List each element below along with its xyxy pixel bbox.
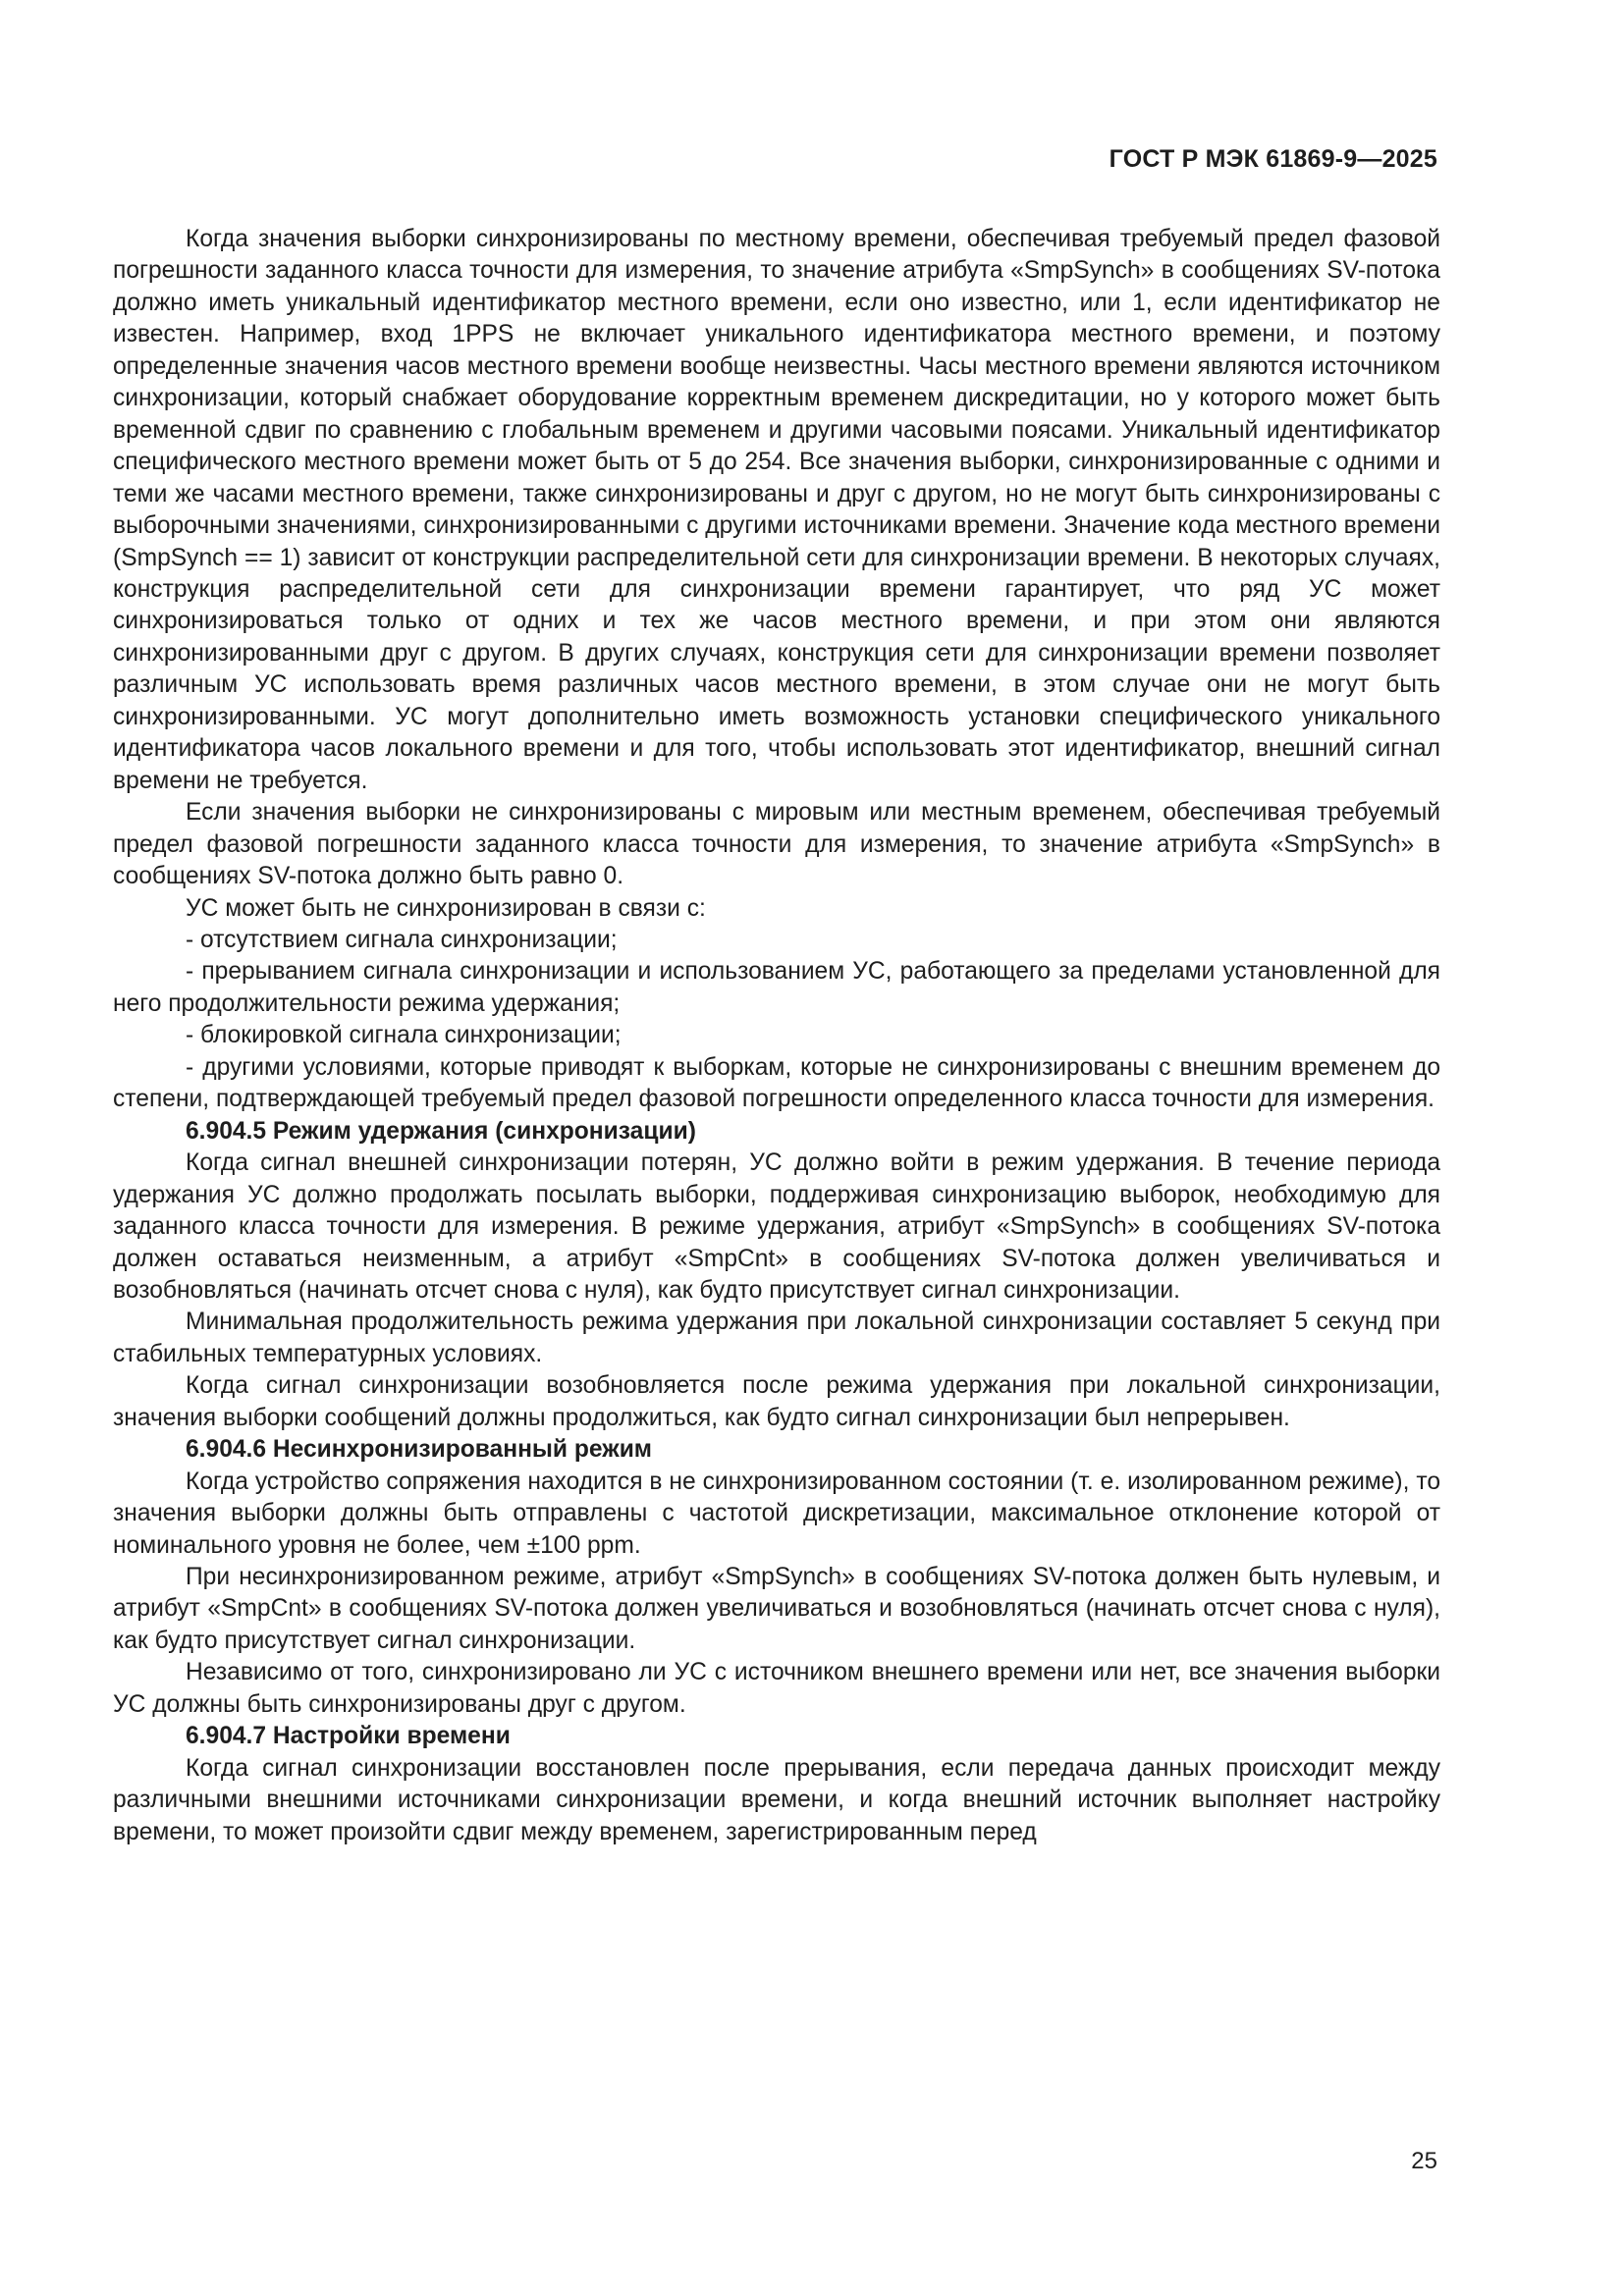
paragraph-unsync-reasons-intro: УС может быть не синхронизирован в связи с: xyxy=(186,894,706,922)
paragraph-local-time-sync: Когда значения выборки синхронизированы по местному времени, обеспечивая требуемый предел фазовой погрешности заданного класса точности для измерения, то значение атрибута «SmpSynch» в сообщениях SV-потока должно иметь уникальный идентификатор местного времени, если оно известно, или 1, если идентификатор не известен. Например, вход 1PPS не включает уникального идентификатора местного времени, и поэтому определенные значения часов местного времени вообще неизвестны. Часы местного времени являются источником синхронизации, который снабжает оборудование корректным временем дискредитации, но у которого может быть временной сдвиг по сравнению с глобальным временем и другими часовыми поясами. Уникальный идентификатор специфического местного времени может быть от 5 до 254. Все значения выборки, синхронизированные с одними и теми же часами местного времени, также синхронизированы и друг с другом, но не могут быть синхронизированы с выборочными значениями, синхронизированными с другими источниками времени. Значение кода местного времени (SmpSynch == 1) зависит от конструкции распределительной сети для синхронизации времени. В некоторых случаях, конструкция распределительной сети для синхронизации времени гарантирует, что ряд УС может синхронизироваться только от одних и тех же часов местного времени, и при этом они являются синхронизированными друг с другом. В других случаях, конструкция сети для синхронизации времени позволяет различным УС использовать время различных часов местного времени, в этом случае они не могут быть синхронизированными. УС могут дополнительно иметь возможность установки специфического уникального идентификатора часов локального времени и для того, чтобы использовать этот идентификатор, внешний сигнал времени не требуется. xyxy=(113,226,1440,794)
list-item: - блокировкой сигнала синхронизации; xyxy=(186,1022,622,1049)
paragraph-time-settings: Когда сигнал синхронизации восстановлен после прерывания, если передача данных происходит между различными внешними источниками синхронизации времени, и когда внешний источник выполняет настройку времени, то может произойти сдвиг между временем, зарегистрированным перед xyxy=(113,1754,1440,1845)
paragraph-holdover-duration: Минимальная продолжительность режима удержания при локальной синхронизации составляет 5 секунд при стабильных температурных условиях. xyxy=(113,1308,1440,1367)
section-heading-time-settings: 6.904.7 Настройки времени xyxy=(186,1723,511,1750)
page-number: 25 xyxy=(1411,2148,1437,2174)
section-heading-holdover: 6.904.5 Режим удержания (синхронизации) xyxy=(186,1117,696,1145)
list-item: - другими условиями, которые приводят к выборкам, которые не синхронизированы с внешним временем до степени, подтверждающей требуемый предел фазовой погрешности определенного класса точности для измерения. xyxy=(113,1053,1440,1113)
paragraph-not-synchronized: Если значения выборки не синхронизированы с мировым или местным временем, обеспечивая требуемый предел фазовой погрешности заданного класса точности для измерения, то значение атрибута «SmpSynch» в сообщениях SV-потока должно быть равно 0. xyxy=(113,799,1440,890)
list-item: - отсутствием сигнала синхронизации; xyxy=(186,926,618,953)
section-heading-unsynchronized: 6.904.6 Несинхронизированный режим xyxy=(186,1436,653,1464)
list-item: - прерыванием сигнала синхронизации и использованием УС, работающего за пределами установленной для него продолжительности режима удержания; xyxy=(113,958,1440,1017)
paragraph-unsync-state: Когда устройство сопряжения находится в не синхронизированном состоянии (т. е. изолированном режиме), то значения выборки должны быть отправлены с частотой дискретизации, максимальное отклонение которой от номинального уровня не более, чем ±100 ppm. xyxy=(113,1468,1440,1559)
paragraph-unsync-attributes: При несинхронизированном режиме, атрибут «SmpSynch» в сообщениях SV-потока должен быть нулевым, и атрибут «SmpCnt» в сообщениях SV-потока должен увеличиваться и возобновляться (начинать отсчет снова с нуля), как будто присутствует сигнал синхронизации. xyxy=(113,1564,1440,1654)
paragraph-holdover-resume: Когда сигнал синхронизации возобновляется после режима удержания при локальной синхронизации, значения выборки сообщений должны продолжиться, как будто сигнал синхронизации был непрерывен. xyxy=(113,1372,1440,1431)
document-body xyxy=(113,224,1440,1848)
document-code-header: ГОСТ Р МЭК 61869-9—2025 xyxy=(1109,145,1437,173)
paragraph-holdover: Когда сигнал внешней синхронизации потерян, УС должно войти в режим удержания. В течение периода удержания УС должно продолжать посылать выборки, поддерживая синхронизацию выборок, необходимую для заданного класса точности для измерения. В режиме удержания, атрибут «SmpSynch» в сообщениях SV-потока должен оставаться неизменным, а атрибут «SmpCnt» в сообщениях SV-потока должен увеличиваться и возобновляться (начинать отсчет снова с нуля), как будто присутствует сигнал синхронизации. xyxy=(113,1149,1440,1304)
paragraph-mutual-sync: Независимо от того, синхронизировано ли УС с источником внешнего времени или нет, все значения выборки УС должны быть синхронизированы друг с другом. xyxy=(113,1659,1440,1718)
